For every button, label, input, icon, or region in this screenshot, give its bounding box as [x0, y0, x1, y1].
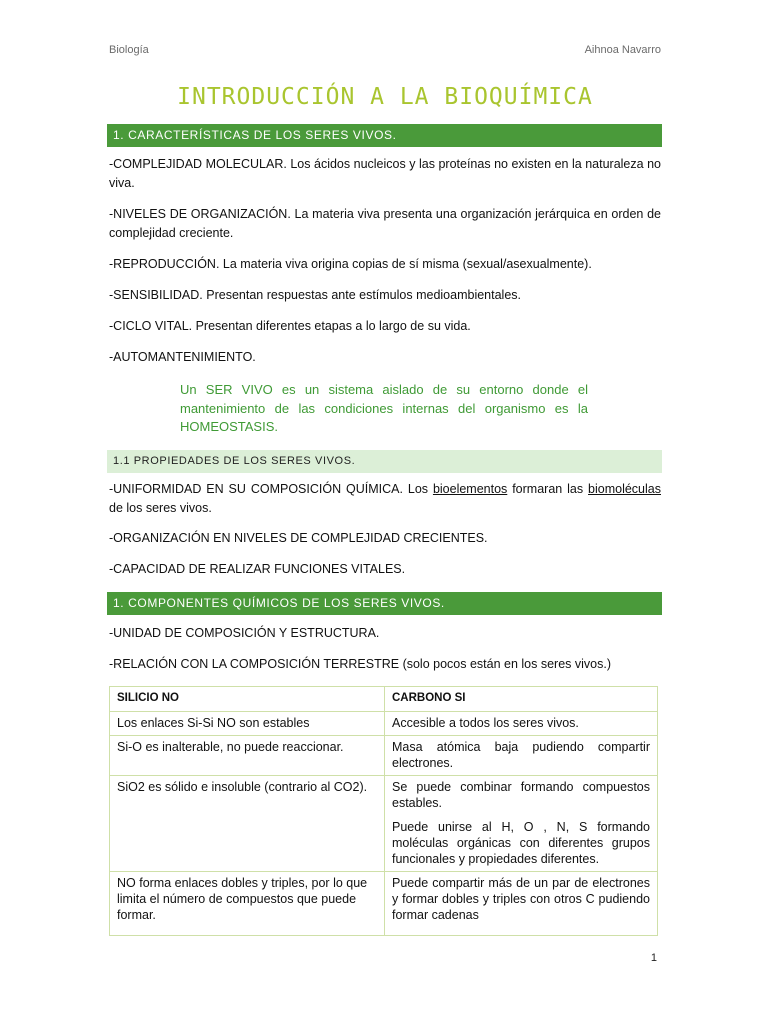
paragraph-uniformity — [109, 480, 661, 517]
table-cell: Los enlaces Si-Si NO son estables — [110, 712, 385, 736]
paragraph-terrestrial: -RELACIÓN CON LA COMPOSICIÓN TERRESTRE (solo pocos están en los seres vivos.) — [109, 657, 611, 671]
page-header — [109, 44, 661, 60]
table-row — [110, 736, 658, 776]
bioelementos-link: bioelementos — [432, 482, 508, 496]
header-subject: Biología — [109, 44, 149, 56]
table-row — [110, 872, 658, 936]
table-cell: Accesible a todos los seres vivos. — [385, 712, 658, 736]
table-cell: SiO2 es sólido e insoluble (contrario al CO2). — [110, 776, 385, 872]
header-author: Aihnoa Navarro — [584, 44, 661, 56]
paragraph-unity: -UNIDAD DE COMPOSICIÓN Y ESTRUCTURA. — [109, 626, 380, 640]
table-cell: Si-O es inalterable, no puede reaccionar. — [110, 736, 385, 776]
table-cell: Puede compartir más de un par de electrones y formar dobles y triples con otros C pudiendo formar cadenas — [385, 872, 658, 936]
table-cell: Masa atómica baja pudiendo compartir electrones. — [385, 736, 658, 776]
definition-quote: Un SER VIVO es un sistema aislado de su entorno donde el mantenimiento de las condiciones internas del organismo es la HOMEOSTASIS. — [180, 382, 588, 434]
paragraph-complexity-levels: -ORGANIZACIÓN EN NIVELES DE COMPLEJIDAD CRECIENTES. — [109, 531, 488, 545]
paragraph-vital-functions: -CAPACIDAD DE REALIZAR FUNCIONES VITALES. — [109, 562, 406, 576]
silicon-carbon-table — [109, 686, 658, 936]
table-header-silicon: SILICIO NO — [110, 687, 385, 712]
section-heading-chemical-components: 1. COMPONENTES QUÍMICOS DE LOS SERES VIVOS. — [107, 592, 662, 615]
section-heading-characteristics: 1. CARACTERÍSTICAS DE LOS SERES VIVOS. — [107, 124, 662, 147]
paragraph-self-maintenance: -AUTOMANTENIMIENTO. — [109, 350, 256, 364]
paragraph-complexity: -COMPLEJIDAD MOLECULAR. Los ácidos nucleicos y las proteínas no existen en la naturaleza no viva. — [109, 157, 661, 190]
page-number: 1 — [650, 952, 657, 964]
paragraph-organization-levels: -NIVELES DE ORGANIZACIÓN. La materia viva presenta una organización jerárquica en orden de complejidad creciente. — [109, 207, 661, 240]
paragraph-life-cycle: -CICLO VITAL. Presentan diferentes etapas a lo largo de su vida. — [109, 319, 471, 333]
table-cell-text: Se puede combinar formando compuestos estables. — [392, 780, 650, 810]
table-row — [110, 712, 658, 736]
document-title: INTRODUCCIÓN A LA BIOQUÍMICA — [177, 84, 593, 110]
table-header-row — [110, 687, 658, 712]
table-cell: NO forma enlaces dobles y triples, por lo que limita el número de compuestos que puede formar. — [110, 872, 385, 936]
paragraph-reproduction: -REPRODUCCIÓN. La materia viva origina copias de sí misma (sexual/asexualmente). — [109, 257, 592, 271]
section-heading-properties: 1.1 PROPIEDADES DE LOS SERES VIVOS. — [107, 450, 662, 473]
biomoleculas-link: biomoléculas — [588, 482, 661, 496]
uniformity-text-end: de los seres vivos. — [109, 500, 212, 515]
table-row — [110, 776, 658, 872]
table-cell — [385, 776, 658, 872]
uniformity-text-mid: formaran las — [507, 482, 589, 496]
table-header-carbon: CARBONO SI — [385, 687, 658, 712]
table-cell-text: Puede unirse al H, O , N, S formando moléculas orgánicas con diferentes grupos funcionales y propiedades diferentes. — [392, 820, 650, 866]
paragraph-sensitivity: -SENSIBILIDAD. Presentan respuestas ante estímulos medioambientales. — [109, 288, 522, 302]
uniformity-text-start: -UNIFORMIDAD EN SU COMPOSICIÓN QUÍMICA. Los — [109, 482, 433, 496]
